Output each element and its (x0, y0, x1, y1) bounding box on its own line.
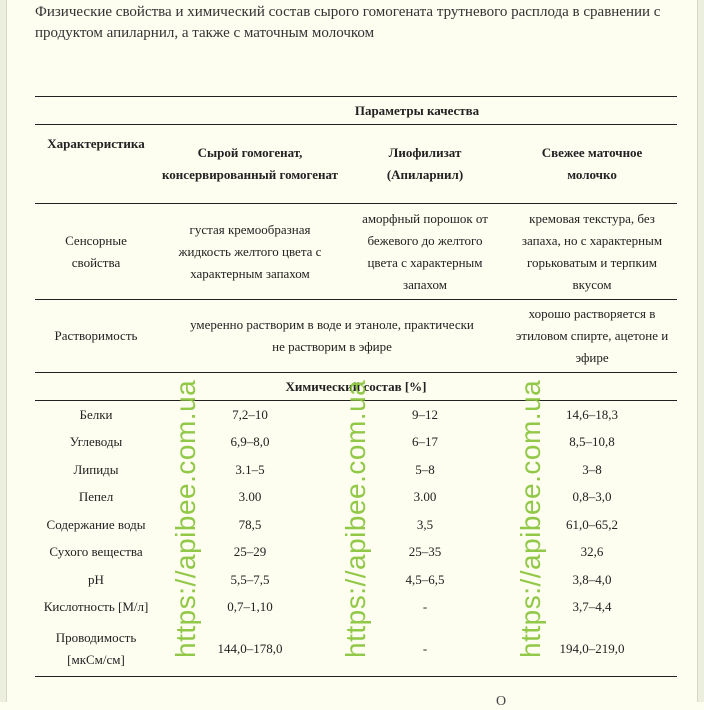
sensory-col2: аморфный порошок от бежевого до желтого цвета с характерным запахом (343, 204, 507, 300)
row-label: Сухого вещества (49, 544, 143, 560)
watermark-1: https://apibee.com.ua (170, 379, 201, 658)
cell-col1: 25–29 (233, 544, 267, 560)
params-header-row (35, 97, 677, 125)
sensory-label: Сенсорные свойства (35, 204, 157, 300)
cell-col1: 3.00 (238, 489, 262, 505)
cell-col2: 5–8 (415, 461, 435, 477)
sensory-col1: густая кремообразная жидкость желтого цвета с характерным запахом (157, 204, 343, 300)
solubility-label: Растворимость (35, 300, 157, 373)
cell-col2: 6–17 (412, 434, 438, 450)
watermark-3: https://apibee.com.ua (515, 379, 546, 658)
bottom-glyph: О (496, 694, 507, 709)
intro-text: Физические свойства и химический состав сырого гомогената трутневого расплода в сравнении с продуктом апиларнил, а также с маточным молочком (35, 4, 661, 41)
cell-col1: 0,7–1,10 (227, 599, 273, 615)
cell-col3: 194,0–219,0 (507, 621, 677, 677)
watermark-2: https://apibee.com.ua (340, 379, 371, 658)
cell-col2: - (422, 599, 428, 615)
column-header-row (35, 125, 677, 204)
cell-col2: 4,5–6,5 (405, 571, 445, 587)
solubility-col3: хорошо растворяется в этиловом спирте, ацетоне и эфире (507, 300, 677, 373)
row-label: Содержание воды (46, 516, 146, 532)
cell-col2: 9–12 (412, 406, 438, 422)
cell-col1: 144,0–178,0 (157, 621, 343, 677)
row-label: Проводимость [мкСм/см] (35, 621, 157, 677)
col2-header: Лиофилизат (Апиларнил) (343, 125, 507, 204)
row-label: Белки (79, 406, 113, 422)
characteristic-header: Характеристика (35, 125, 157, 204)
sensory-row (35, 204, 677, 300)
page-right-edge (697, 0, 704, 702)
chem-header: Химический состав [%] (35, 373, 677, 401)
cell-col2: 25–35 (408, 544, 442, 560)
row-label: Пепел (78, 489, 114, 505)
cell-col1: 7,2–10 (232, 406, 268, 422)
cell-col1: 6,9–8,0 (230, 434, 270, 450)
col3-header: Свежее маточное молочко (507, 125, 677, 204)
cell-col3: 3,8–4,0 (572, 571, 612, 587)
cell-col1: 3.1–5 (235, 461, 265, 477)
cell-col3: 8,5–10,8 (569, 434, 615, 450)
row-label: Липиды (73, 461, 119, 477)
cell-col3: 61,0–65,2 (566, 516, 619, 532)
cell-col2: 3,5 (416, 516, 434, 532)
row-label: Углеводы (69, 434, 123, 450)
params-header: Параметры качества (157, 97, 677, 125)
row-label: pH (88, 571, 104, 587)
cell-col1: 5,5–7,5 (230, 571, 270, 587)
row-label: Кислотность [М/л] (43, 599, 149, 615)
cell-col3: 32,6 (580, 544, 604, 560)
solubility-col12: умеренно растворим в воде и этаноле, практически не растворим в эфире (157, 300, 507, 373)
cell-col1: 78,5 (238, 516, 262, 532)
cell-col3: 0,8–3,0 (572, 489, 612, 505)
cell-col2: 3.00 (413, 489, 437, 505)
col1-header: Сырой гомогенат, консервированный гомогенат (157, 125, 343, 204)
page-left-edge (0, 0, 7, 702)
cell-col2: - (343, 621, 507, 677)
sensory-col3: кремовая текстура, без запаха, но с характерным горьковатым и терпким вкусом (507, 204, 677, 300)
cell-col3: 3–8 (582, 461, 602, 477)
solubility-row (35, 300, 677, 373)
cell-col3: 14,6–18,3 (566, 406, 619, 422)
cell-col3: 3,7–4,4 (572, 599, 612, 615)
